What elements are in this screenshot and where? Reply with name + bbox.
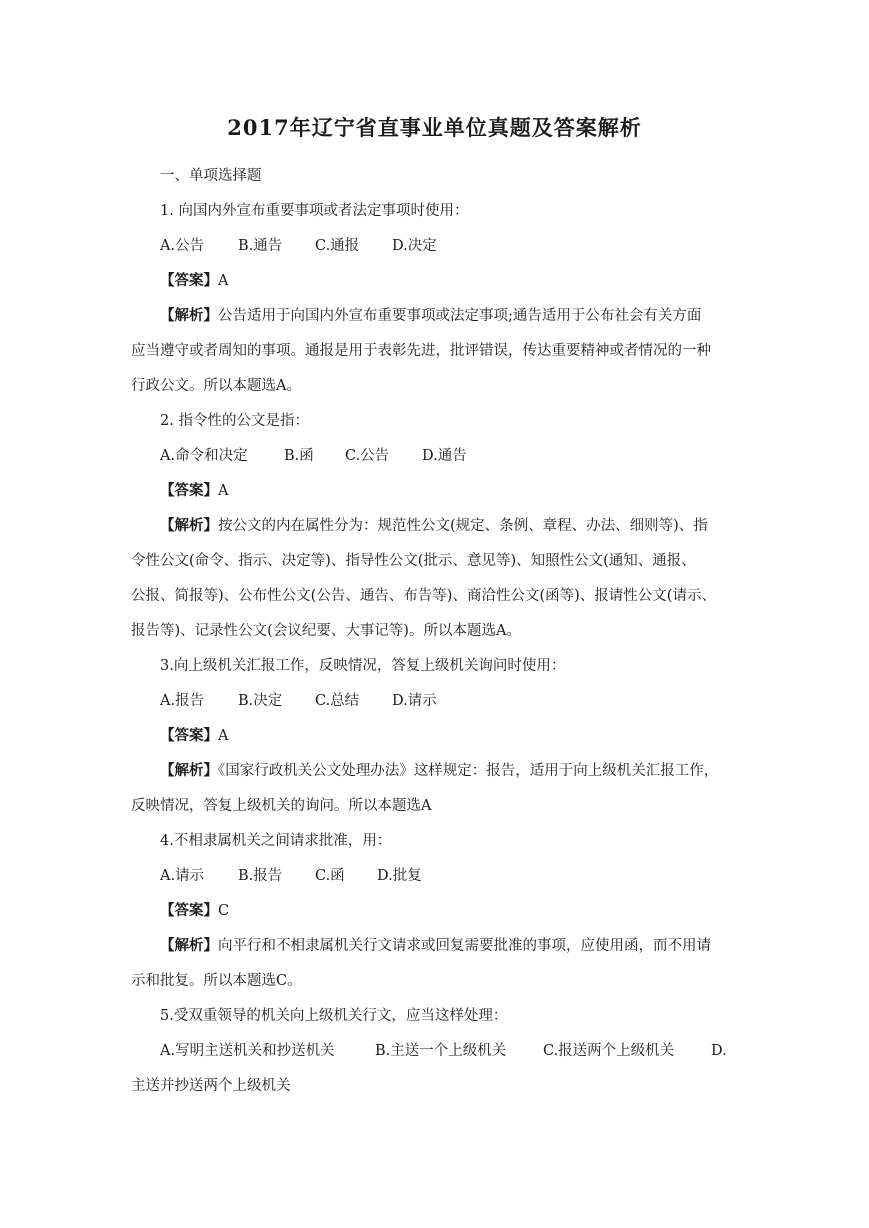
option-d: D.请示: [392, 693, 437, 709]
question-5-options-continued: 主送并抄送两个上级机关: [131, 1078, 291, 1094]
option-d: D.批复: [377, 868, 422, 884]
question-3-analysis-line: [160, 761, 718, 781]
question-2-options: [160, 446, 467, 466]
answer-value: A: [218, 483, 229, 499]
analysis-text: 按公文的内在属性分为：规范性公文(规定、条例、章程、办法、细则等)、指: [218, 518, 708, 534]
question-3-stem: 3.向上级机关汇报工作，反映情况，答复上级机关询问时使用：: [160, 658, 566, 674]
question-1-analysis-line: 行政公文。所以本题选A。: [131, 378, 301, 394]
question-3-answer: [160, 726, 228, 746]
analysis-tag: 【解析】: [160, 517, 218, 534]
option-d: D.决定: [392, 238, 437, 254]
option-b: B.主送一个上级机关: [375, 1043, 507, 1059]
question-5-options: [160, 1041, 727, 1061]
analysis-tag: 【解析】: [160, 307, 218, 324]
question-3-options: [160, 691, 437, 711]
answer-value: A: [218, 273, 229, 289]
question-1-stem: 1. 向国内外宣布重要事项或者法定事项时使用：: [160, 203, 469, 219]
answer-tag: 【答案】: [160, 727, 218, 744]
analysis-text: 公告适用于向国内外宣布重要事项或法定事项;通告适用于公布社会有关方面: [218, 308, 702, 324]
answer-value: C: [218, 903, 230, 919]
answer-tag: 【答案】: [160, 902, 218, 919]
option-d: D.: [711, 1043, 727, 1059]
question-2-analysis-line: 报告等)、记录性公文(会议纪要、大事记等)。所以本题选A。: [131, 623, 521, 639]
question-2-answer: [160, 481, 228, 501]
option-a: A.报告: [160, 693, 205, 709]
analysis-text: 向平行和不相隶属机关行文请求或回复需要批准的事项，应使用函，而不用请: [218, 938, 711, 954]
section-heading: 一、单项选择题: [160, 168, 262, 184]
question-1-analysis-line: 应当遵守或者周知的事项。通报是用于表彰先进，批评错误，传达重要精神或者情况的一种: [131, 343, 711, 359]
answer-tag: 【答案】: [160, 272, 218, 289]
option-a: A.公告: [160, 238, 205, 254]
question-4-stem: 4.不相隶属机关之间请求批准，用：: [160, 833, 392, 849]
question-1-options: [160, 236, 437, 256]
question-2-analysis-line: 令性公文(命令、指示、决定等)、指导性公文(批示、意见等)、知照性公文(通知、通报、: [131, 553, 696, 569]
option-c: C.公告: [345, 448, 390, 464]
page-title: 2017年辽宁省直事业单位真题及答案解析: [227, 115, 642, 140]
option-b: B.通告: [238, 238, 283, 254]
option-b: B.函: [284, 448, 314, 464]
option-c: C.通报: [315, 238, 360, 254]
question-1-answer: [160, 271, 228, 291]
option-b: B.决定: [238, 693, 283, 709]
option-c: C.报送两个上级机关: [543, 1043, 675, 1059]
question-2-stem: 2. 指令性的公文是指：: [160, 413, 309, 429]
answer-tag: 【答案】: [160, 482, 218, 499]
question-4-analysis-line: 示和批复。所以本题选C。: [131, 973, 302, 989]
option-a: A.写明主送机关和抄送机关: [160, 1043, 335, 1059]
analysis-tag: 【解析】: [160, 937, 218, 954]
option-b: B.报告: [238, 868, 283, 884]
question-5-stem: 5.受双重领导的机关向上级机关行文，应当这样处理：: [160, 1008, 508, 1024]
answer-value: A: [218, 728, 229, 744]
option-c: C.函: [315, 868, 345, 884]
question-4-answer: [160, 901, 229, 921]
option-c: C.总结: [315, 693, 360, 709]
question-4-analysis-line: [160, 936, 711, 956]
question-2-analysis-line: [160, 516, 708, 536]
analysis-tag: 【解析】: [160, 762, 218, 779]
option-a: A.请示: [160, 868, 205, 884]
option-a: A.命令和决定: [160, 448, 248, 464]
analysis-text: 《国家行政机关公文处理办法》这样规定：报告，适用于向上级机关汇报工作，: [218, 763, 719, 779]
question-1-analysis-line: [160, 306, 701, 326]
question-4-options: [160, 866, 422, 886]
option-d: D.通告: [422, 448, 467, 464]
question-2-analysis-line: 公报、简报等)、公布性公文(公告、通告、布告等)、商洽性公文(函等)、报请性公文(请示、: [131, 588, 716, 604]
question-3-analysis-line: 反映情况，答复上级机关的询问。所以本题选A: [131, 798, 432, 814]
